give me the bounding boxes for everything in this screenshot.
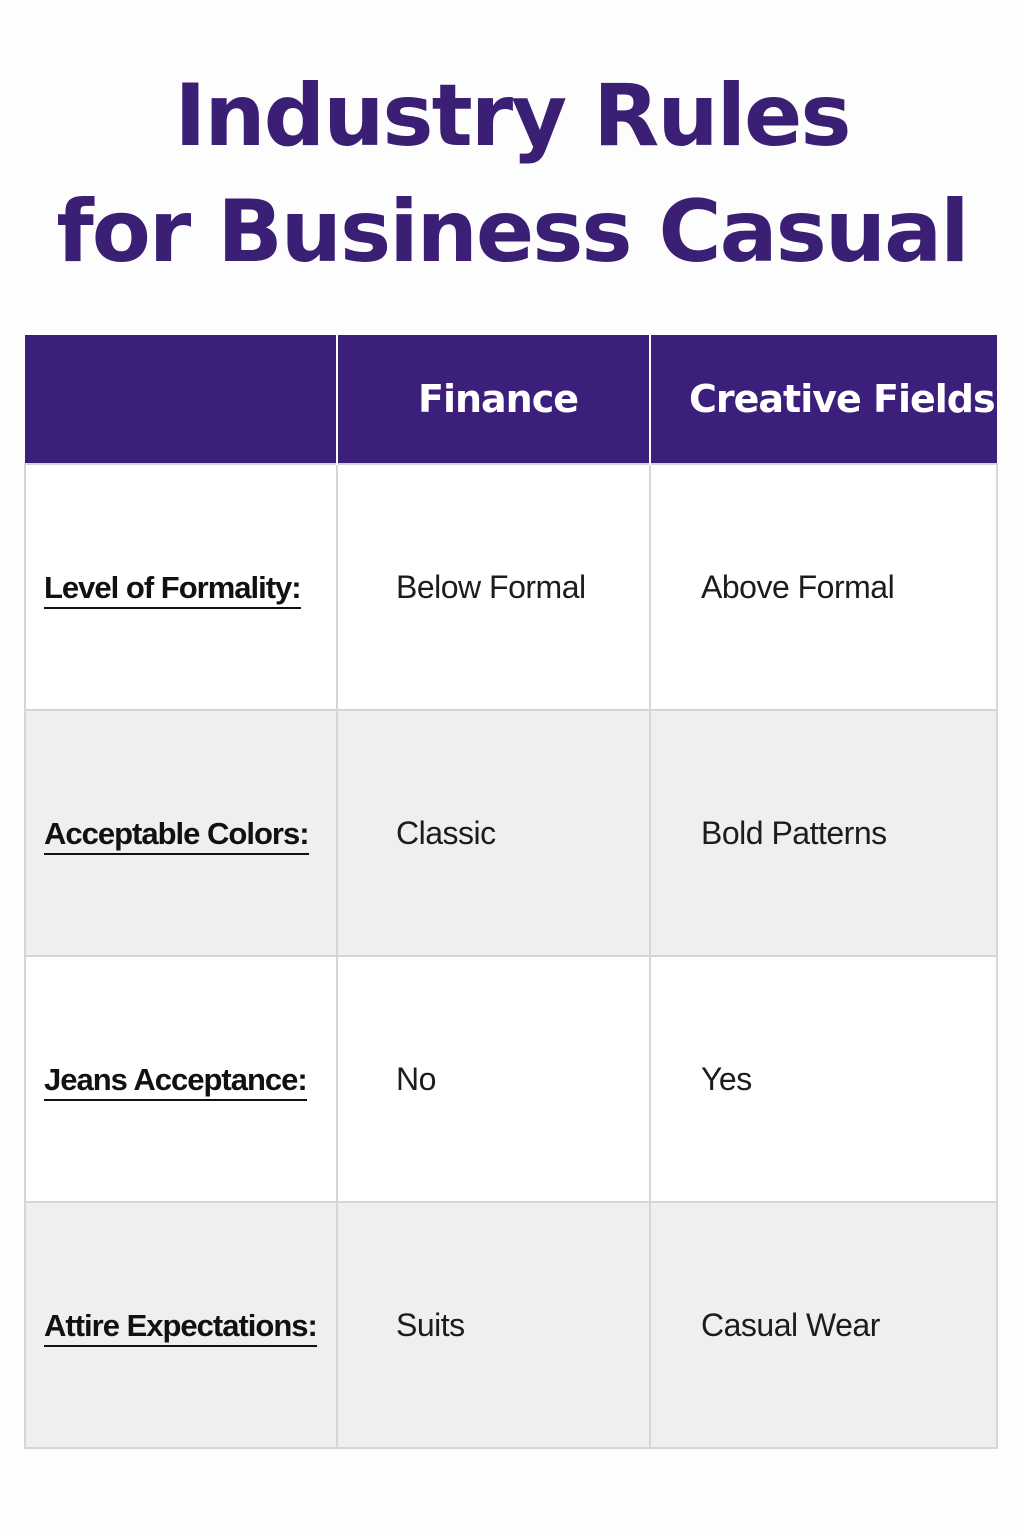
creative-cell: Yes: [650, 956, 997, 1202]
finance-cell: Below Formal: [337, 464, 650, 710]
row-label-cell: [25, 956, 337, 1202]
page-title: [0, 58, 1024, 290]
title-line-1: Industry Rules: [174, 66, 850, 166]
finance-cell: Classic: [337, 710, 650, 956]
row-label: Acceptable Colors:: [44, 816, 309, 855]
creative-cell: Bold Patterns: [650, 710, 997, 956]
row-label: Jeans Acceptance:: [44, 1062, 307, 1101]
header-cell-finance: Finance: [337, 335, 650, 464]
title-line-2: for Business Casual: [56, 182, 968, 282]
finance-cell: No: [337, 956, 650, 1202]
row-label-cell: [25, 1202, 337, 1448]
finance-cell: Suits: [337, 1202, 650, 1448]
table-row: [25, 464, 997, 710]
header-cell-creative-fields: Creative Fields: [650, 335, 997, 464]
header-cell-empty: [25, 335, 337, 464]
table-header-row: [25, 335, 997, 464]
industry-rules-table: [24, 335, 998, 1449]
row-label-cell: [25, 710, 337, 956]
row-label: Level of Formality:: [44, 570, 301, 609]
creative-cell: Above Formal: [650, 464, 997, 710]
table-row: [25, 710, 997, 956]
table-row: [25, 1202, 997, 1448]
table-row: [25, 956, 997, 1202]
creative-cell: Casual Wear: [650, 1202, 997, 1448]
row-label: Attire Expectations:: [44, 1308, 317, 1347]
row-label-cell: [25, 464, 337, 710]
